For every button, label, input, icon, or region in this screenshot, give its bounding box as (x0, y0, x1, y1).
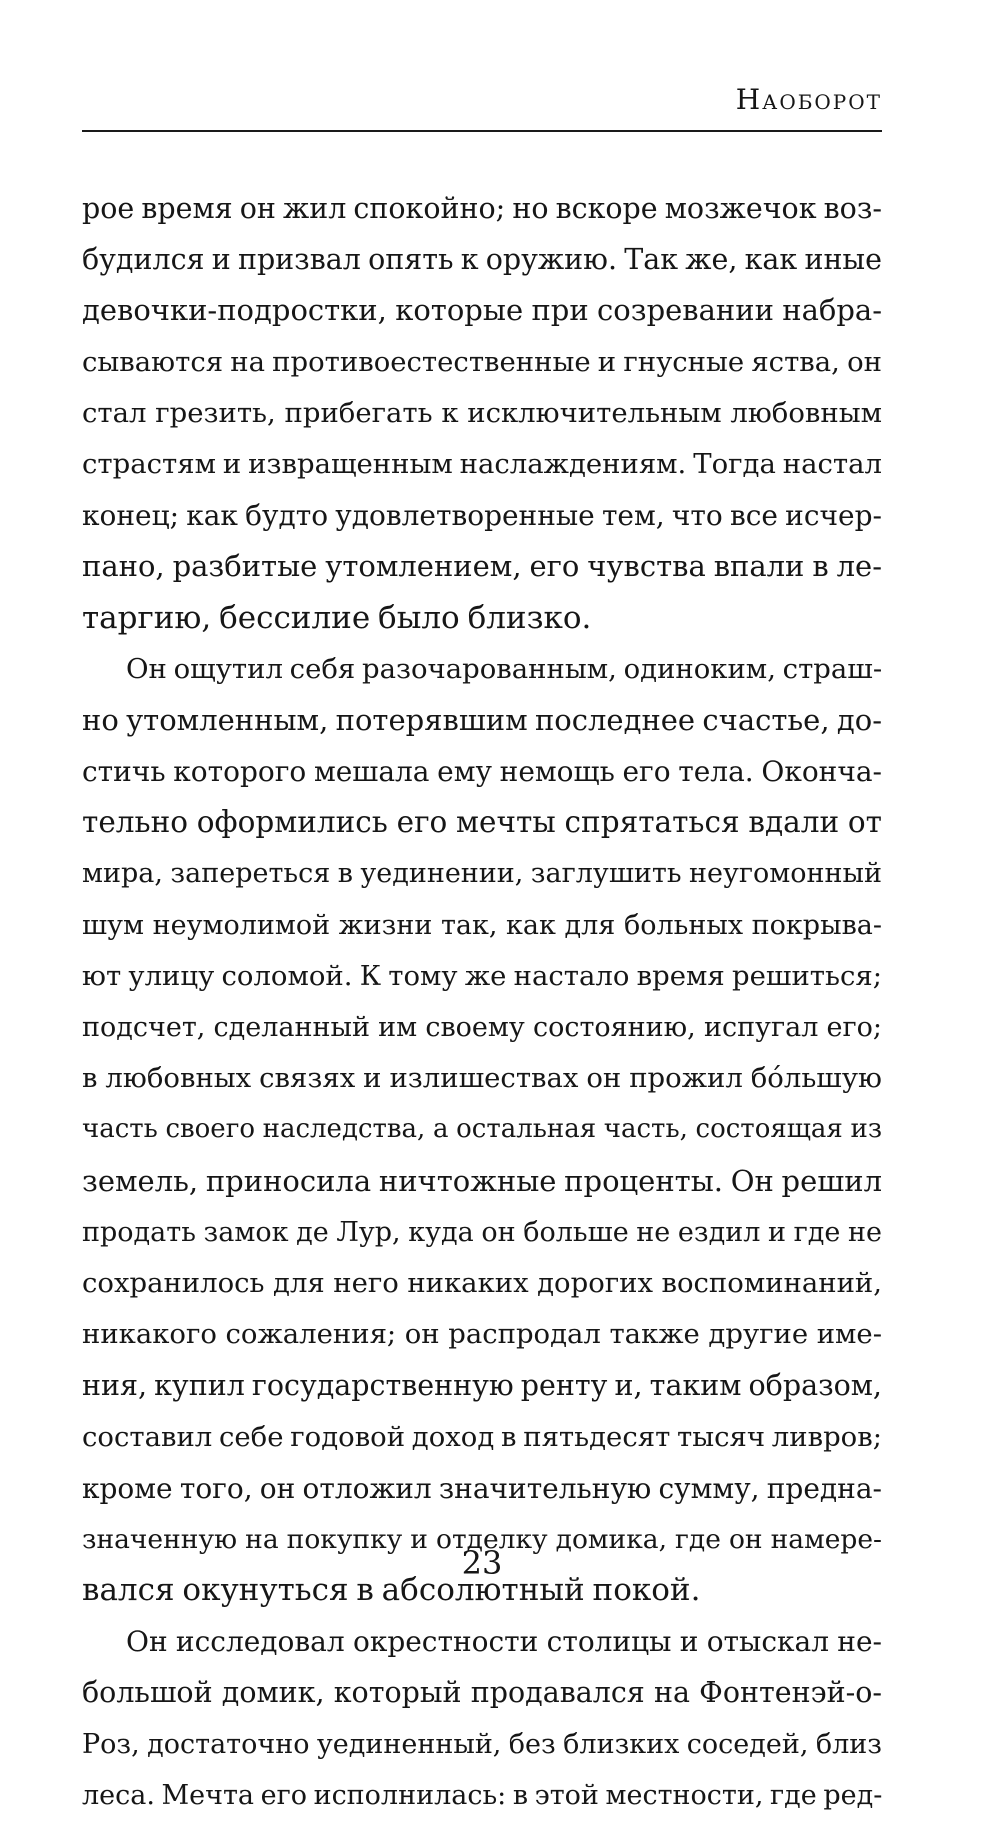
text-line: вался окунуться в абсолютный покой. (82, 1572, 701, 1609)
text-line: стичь которого мешала ему немощь его тела. Оконча- (82, 755, 882, 789)
text-line: рое время он жил спокойно; но вскоре мозжечок воз- (82, 192, 882, 225)
text-line: таргию, бессилие было близко. (82, 599, 592, 636)
text-line: кроме того, он отложил значительную сумму, предна- (82, 1471, 882, 1505)
text-line: значенную на покупку и отделку домика, где он намере- (82, 1523, 882, 1555)
text-line: никакого сожаления; он распродал также другие име- (82, 1318, 882, 1351)
text-line: страстям и извращенным наслаждениям. Тогда настал (82, 447, 882, 480)
text-line: подсчет, сделанный им своему состоянию, испугал его; (82, 1012, 882, 1043)
text-line: будился и призвал опять к оружию. Так же, как иные (82, 243, 882, 277)
page-number: 23 (461, 1544, 503, 1582)
text-line: большой домик, который продавался на Фонтенэй-о- (82, 1676, 882, 1710)
text-line: ния, купил государственную ренту и, таким образом, (82, 1369, 882, 1403)
running-title: Наоборот (735, 83, 882, 116)
text-line: пано, разбитые утомлением, его чувства впали в ле- (82, 549, 882, 584)
text-line: сохранилось для него никаких дорогих воспоминаний, (82, 1266, 882, 1299)
text-line: девочки-подростки, которые при созревании набра- (82, 293, 882, 328)
text-line: стал грезить, прибегать к исключительным любовным (82, 396, 882, 429)
text-line: Он ощутил себя разочарованным, одиноким, страш- (126, 652, 883, 685)
text-line: составил себе годовой доход в пятьдесят тысяч ливров; (82, 1420, 882, 1453)
text-line: Он исследовал окрестности столицы и отыскал не- (126, 1625, 882, 1659)
text-line: часть своего наследства, а остальная часть, состоящая из (82, 1114, 882, 1145)
text-line: Роз, достаточно уединенный, без близких соседей, близ (82, 1728, 882, 1760)
text-line: леса. Мечта его исполнилась: в этой местности, где ред- (82, 1779, 883, 1811)
text-line: мира, запереться в уединении, заглушить неугомонный (82, 858, 882, 890)
text-line: конец; как будто удовлетворенные тем, что все исчер- (82, 499, 882, 533)
text-line: шум неумолимой жизни так, как для больных покрыва- (82, 909, 882, 941)
text-line: земель, приносила ничтожные проценты. Он решил (82, 1163, 882, 1198)
text-line: сываются на противоестественные и гнусные яства, он (82, 345, 882, 378)
text-line: продать замок де Лур, куда он больше не ездил и где не (82, 1216, 882, 1248)
text-line: ют улицу соломой. К тому же настало время решиться; (82, 959, 882, 992)
text-line: в любовных связях и излишествах он прожил бо́льшую (82, 1062, 882, 1095)
text-line: тельно оформились его мечты спрятаться вдали от (82, 805, 882, 840)
header-rule (82, 130, 882, 132)
text-line: но утомленным, потерявшим последнее счастье, до- (82, 702, 882, 737)
